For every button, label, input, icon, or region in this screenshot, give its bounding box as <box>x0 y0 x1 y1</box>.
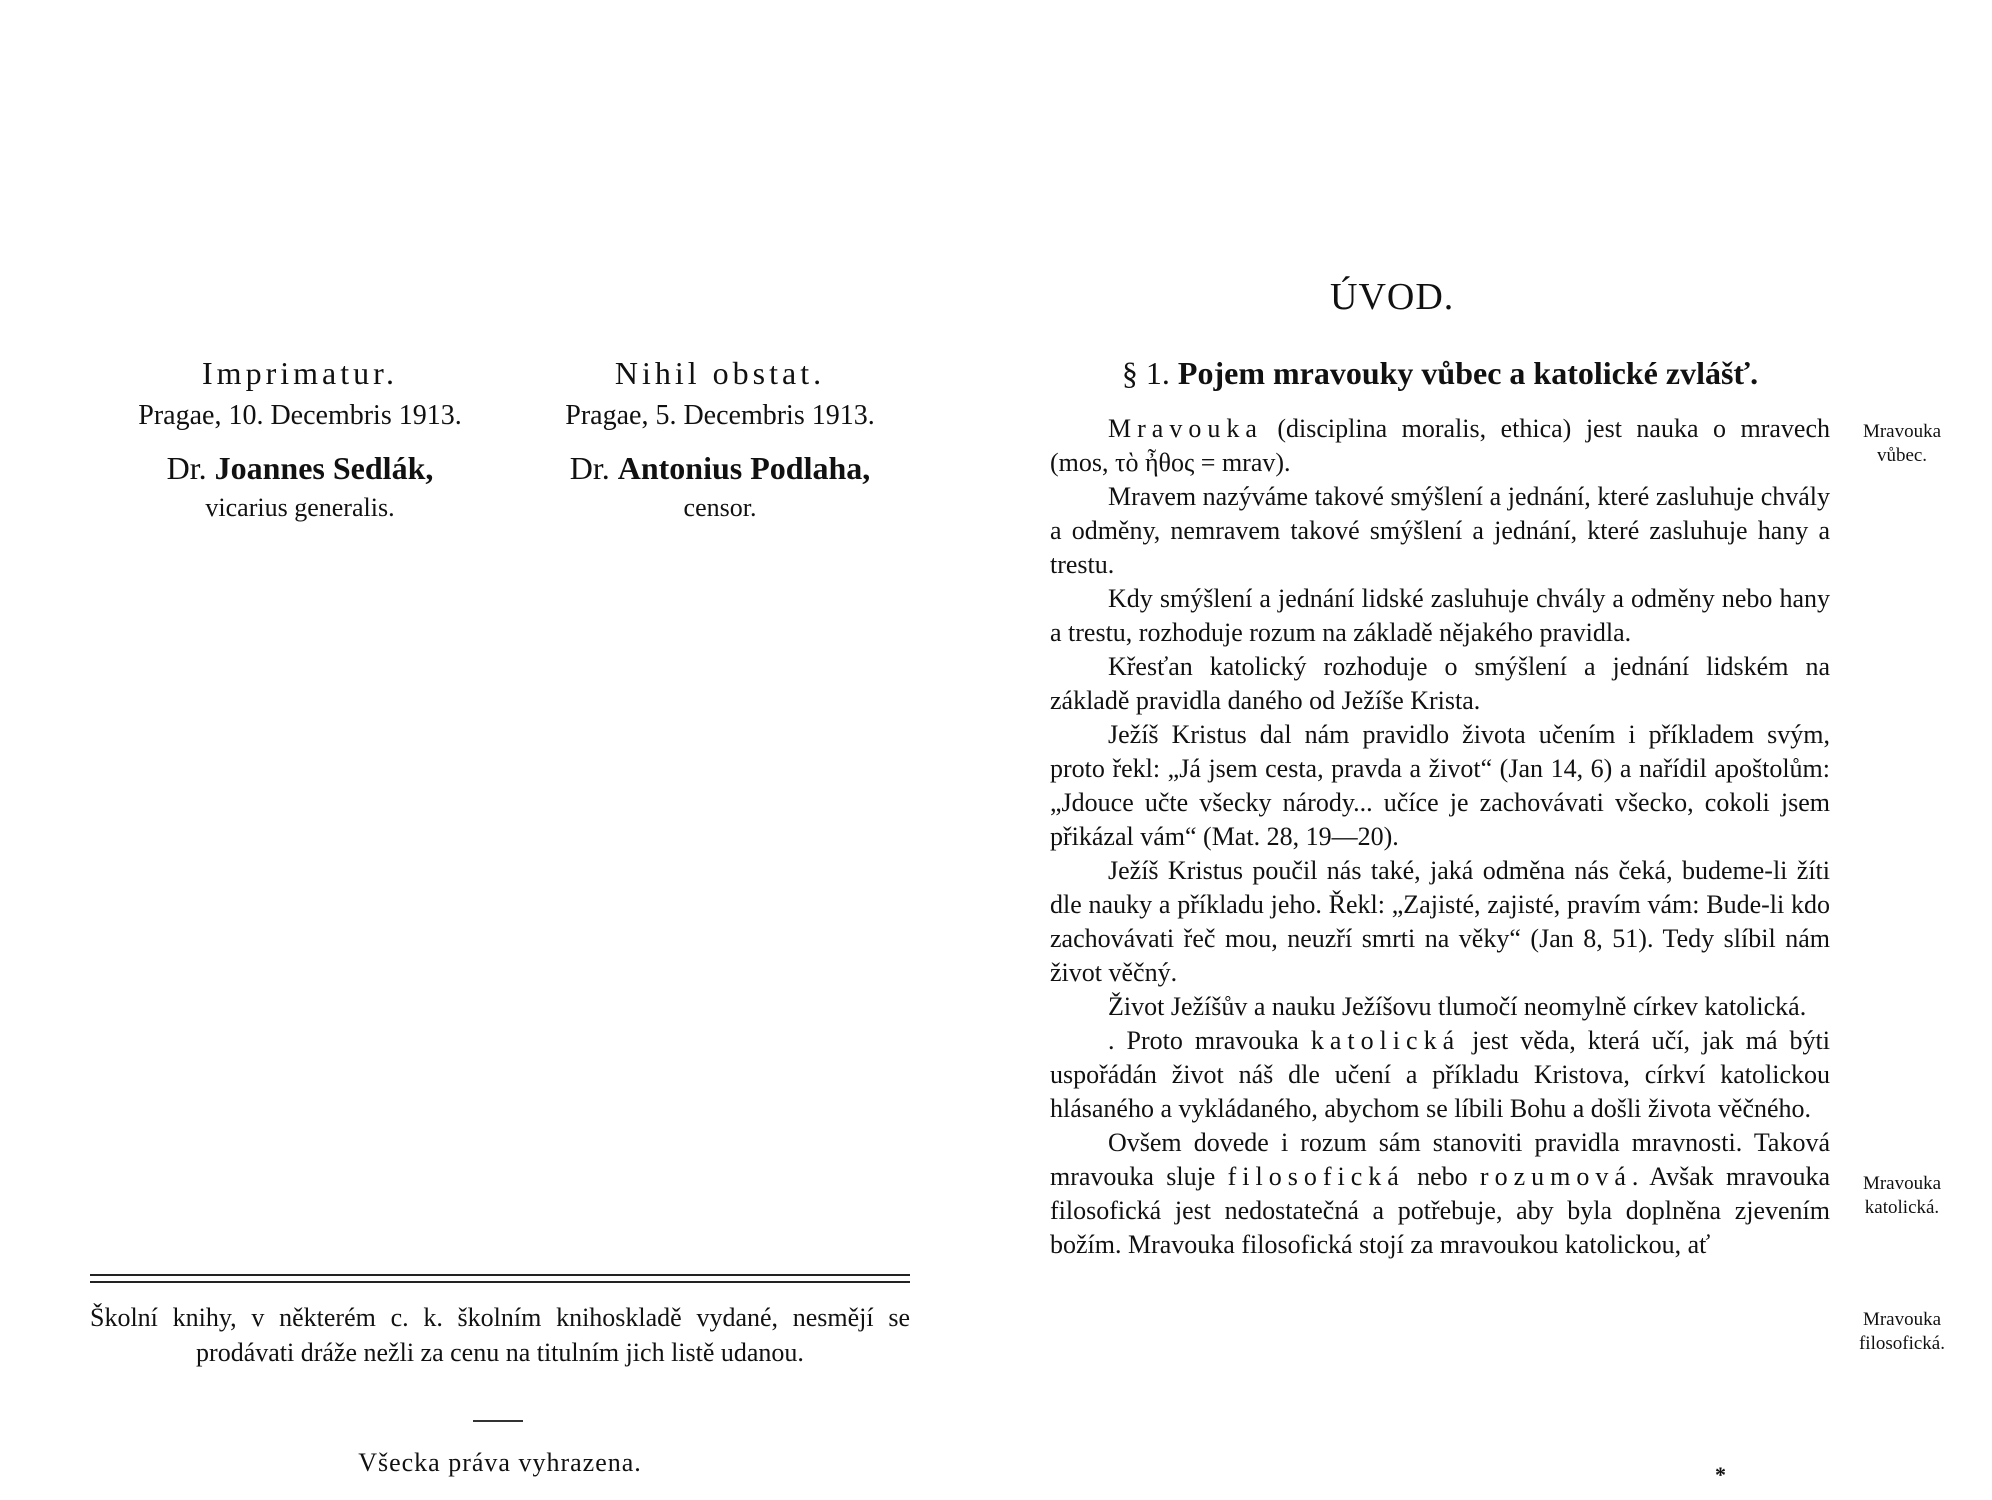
imprimatur-date: Pragae, 10. Decembris 1913. <box>138 400 462 431</box>
paragraph-1-text: (disciplina moralis, ethica) jest nauka o mravech (mos, τὸ ἦθος = mrav). <box>1050 414 1830 477</box>
paragraph-9-pre: Ovšem dovede i rozum sám stanoviti pravidla mravnosti. Taková mravouka sluje <box>1050 1128 1830 1191</box>
price-notice: Školní knihy, v některém c. k. školním knihoskladě vydané, nesmějí se prodávati dráže nežli za cenu na titulním jich listě udanou. <box>90 1303 910 1367</box>
paragraph-5: Ježíš Kristus dal nám pravidlo života učením i příkladem svým, proto řekl: „Já jsem cesta, pravda a život“ (Jan 14, 6) a nařídil apoštolům: „Jdouce učte všecky národy... učíce je zachovávati všecko, cokoli jsem přikázal vám“ (Mat. 28, 19—20). <box>1050 720 1830 851</box>
margin-note-katolicka-line1: Mravouka <box>1862 1173 1942 1194</box>
term-filosoficka: filosofická <box>1227 1162 1405 1191</box>
nihil-obstat-date: Pragae, 5. Decembris 1913. <box>565 400 875 431</box>
imprimatur-signatory <box>90 450 510 487</box>
paragraph-9 <box>1050 1126 1830 1262</box>
nihil-obstat-block <box>510 355 930 523</box>
imprimatur-role: vicarius generalis. <box>205 493 395 522</box>
paragraph-3: Kdy smýšlení a jednání lidské zasluhuje chvály a odměny nebo hany a trestu, rozhoduje rozum na základě nějakého pravidla. <box>1050 584 1830 647</box>
margin-note-vubec <box>1842 420 1962 468</box>
right-page <box>1000 0 1992 1500</box>
margin-note-vubec-line1: Mravouka <box>1862 421 1942 442</box>
margin-note-katolicka-line2: katolická. <box>1864 1197 1940 1218</box>
imprimatur-block <box>90 355 510 523</box>
rights-reserved: Všecka práva vyhrazena. <box>358 1448 642 1477</box>
paragraph-9-post: . Avšak mravouka filosofická jest nedostatečná a potřebuje, aby byla doplněna zjevením božím. Mravouka filosofická stojí za mravoukou katolickou, ať <box>1050 1162 1830 1259</box>
section-title-text: Pojem mravouky vůbec a katolické zvlášť. <box>1177 355 1759 391</box>
nihil-obstat-role: censor. <box>683 493 757 522</box>
margin-note-filosoficka-line1: Mravouka <box>1862 1309 1942 1330</box>
paragraph-8-post: jest věda, která učí, jak má býti uspořádán život náš dle učení a příkladu Kristova, církví katolickou hlásaného a vykládaného, abychom se líbili Bohu a došli života věčného. <box>1050 1026 1830 1123</box>
nihil-obstat-heading: Nihil obstat. <box>614 355 826 391</box>
nihil-obstat-name: Antonius Podlaha, <box>617 450 871 486</box>
left-page <box>0 0 960 1500</box>
body-text <box>1050 412 1830 1262</box>
nihil-obstat-name-prefix: Dr. <box>569 450 610 486</box>
imprimatur-heading: Imprimatur. <box>202 355 398 391</box>
paragraph-4: Křesťan katolický rozhoduje o smýšlení a jednání lidském na základě pravidla daného od Ježíše Krista. <box>1050 652 1830 715</box>
section-number: § 1. <box>1121 355 1170 391</box>
paragraph-7: Život Ježíšův a nauku Ježíšovu tlumočí neomylně církev katolická. <box>1108 992 1807 1021</box>
margin-note-filosoficka-line2: filosofická. <box>1858 1333 1945 1354</box>
double-rule-divider <box>90 1274 910 1283</box>
nihil-obstat-signatory <box>510 450 930 487</box>
short-rule-divider <box>473 1420 523 1422</box>
margin-note-filosoficka <box>1842 1308 1962 1356</box>
paragraph-8 <box>1050 1024 1830 1126</box>
paragraph-6: Ježíš Kristus poučil nás také, jaká odměna nás čeká, budeme-li žíti dle nauky a příkladu jeho. Řekl: „Zajisté, zajisté, pravím vám: Bude-li kdo zachovávati řeč mou, neuzří smrti na věky“ (Jan 8, 51). Tedy slíbil nám život věčný. <box>1050 856 1830 987</box>
chapter-heading: ÚVOD. <box>1330 276 1455 318</box>
approvals <box>90 355 930 523</box>
paragraph-1 <box>1050 412 1830 480</box>
term-katolicka: katolická <box>1310 1026 1461 1055</box>
paragraph-9-mid: nebo <box>1404 1162 1480 1191</box>
term-mravouka: Mravouka <box>1108 414 1263 443</box>
paragraph-8-pre: . Proto mravouka <box>1108 1026 1311 1055</box>
paragraph-2: Mravem nazýváme takové smýšlení a jednání, které zasluhuje chvály a odměny, nemravem takové smýšlení a jednání, které zasluhuje hany a trestu. <box>1050 482 1830 579</box>
margin-note-katolicka <box>1842 1172 1962 1220</box>
term-rozumova: rozumová <box>1479 1162 1632 1191</box>
imprimatur-name: Joannes Sedlák, <box>214 450 434 486</box>
signature-mark: * <box>1715 1462 1726 1487</box>
margin-note-vubec-line2: vůbec. <box>1876 445 1928 466</box>
section-title <box>1050 355 1830 392</box>
imprimatur-name-prefix: Dr. <box>166 450 207 486</box>
